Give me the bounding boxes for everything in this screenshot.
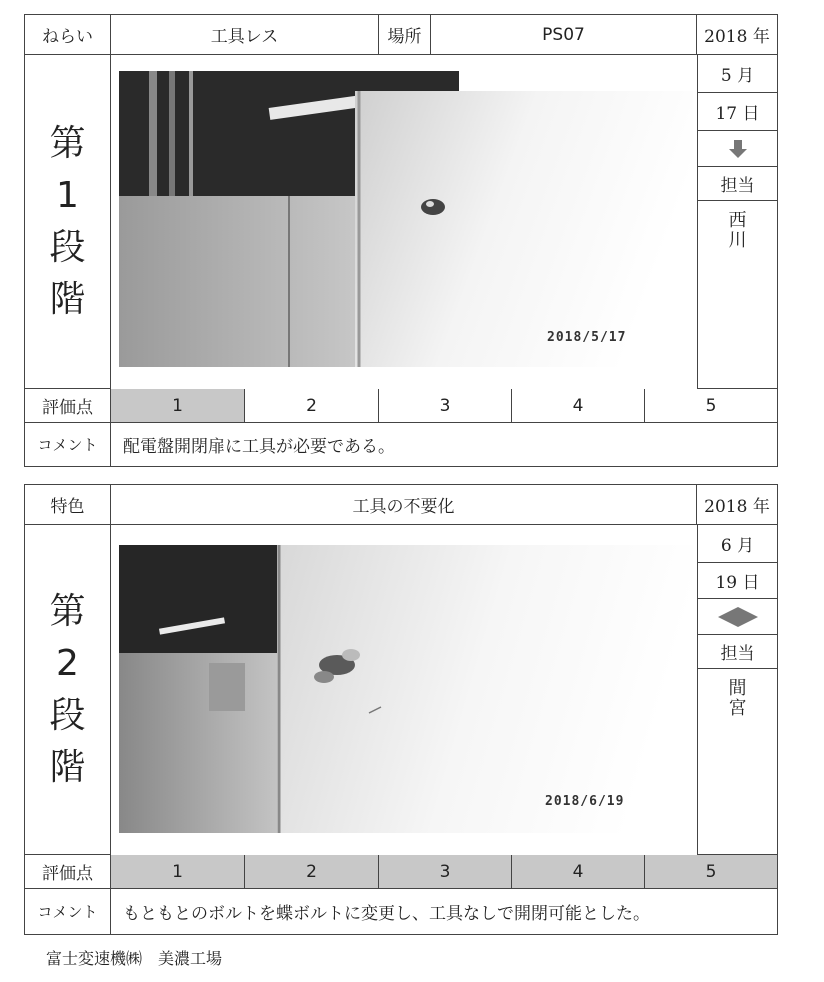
year: 2018 年 xyxy=(697,15,777,55)
day: 17 日 xyxy=(697,93,777,131)
year: 2018 年 xyxy=(697,485,777,525)
feature-value: 工具の不要化 xyxy=(111,485,697,525)
score-cell-4: 4 xyxy=(512,855,645,889)
photo-date-stamp: 2018/6/19 xyxy=(545,794,625,809)
person-label: 担当 xyxy=(697,167,777,201)
arrow-down-icon xyxy=(727,138,749,160)
aim-label: ねらい xyxy=(25,15,111,55)
stage-card-1 xyxy=(24,14,778,467)
feature-label: 特色 xyxy=(25,485,111,525)
day: 19 日 xyxy=(697,563,777,599)
person-char: 間 xyxy=(728,678,747,699)
aim-value: 工具レス xyxy=(111,15,379,55)
company-footer: 富士変速機㈱ 美濃工場 xyxy=(46,949,223,968)
month: 5 月 xyxy=(697,55,777,93)
photo-before xyxy=(119,71,693,367)
stage-card-2 xyxy=(24,484,778,935)
person-name xyxy=(697,669,777,855)
stage-label xyxy=(25,55,111,389)
score-cell-1: 1 xyxy=(111,389,245,423)
person-char: 宮 xyxy=(728,698,747,719)
photo-before-image xyxy=(119,71,693,367)
trend-indicator xyxy=(697,599,777,635)
comment-label: コメント xyxy=(25,423,111,466)
photo-date-stamp: 2018/5/17 xyxy=(547,330,627,345)
photo-after xyxy=(119,545,693,833)
score-cell-5: 5 xyxy=(645,855,777,889)
month: 6 月 xyxy=(697,525,777,563)
score-cell-3: 3 xyxy=(379,855,512,889)
score-cell-5: 5 xyxy=(645,389,777,423)
stage-label xyxy=(25,525,111,855)
score-cell-2: 2 xyxy=(245,855,379,889)
stage-char: 階 xyxy=(49,278,86,320)
stage-char: 階 xyxy=(49,746,86,788)
comment-text: もともとのボルトを蝶ボルトに変更し、工具なしで開閉可能とした。 xyxy=(123,904,650,924)
person-char: 川 xyxy=(728,230,747,251)
photo-after-image xyxy=(119,545,693,833)
place-label: 場所 xyxy=(379,15,431,55)
place-value: PS07 xyxy=(431,15,697,55)
diamond-icon xyxy=(717,606,759,628)
person-char: 西 xyxy=(728,210,747,231)
comment-text: 配電盤開閉扉に工具が必要である。 xyxy=(123,437,395,457)
score-cell-3: 3 xyxy=(379,389,512,423)
score-cell-4: 4 xyxy=(512,389,645,423)
stage-char: 第 xyxy=(49,590,86,632)
stage-char: 1 xyxy=(56,174,79,216)
score-cell-2: 2 xyxy=(245,389,379,423)
trend-indicator xyxy=(697,131,777,167)
person-label: 担当 xyxy=(697,635,777,669)
person-name xyxy=(697,201,777,389)
score-cell-1: 1 xyxy=(111,855,245,889)
comment-label: コメント xyxy=(25,889,111,934)
stage-char: 2 xyxy=(56,642,79,684)
score-label: 評価点 xyxy=(25,855,111,889)
score-label: 評価点 xyxy=(25,389,111,423)
stage-char: 第 xyxy=(49,122,86,164)
stage-char: 段 xyxy=(49,226,86,268)
stage-char: 段 xyxy=(49,694,86,736)
